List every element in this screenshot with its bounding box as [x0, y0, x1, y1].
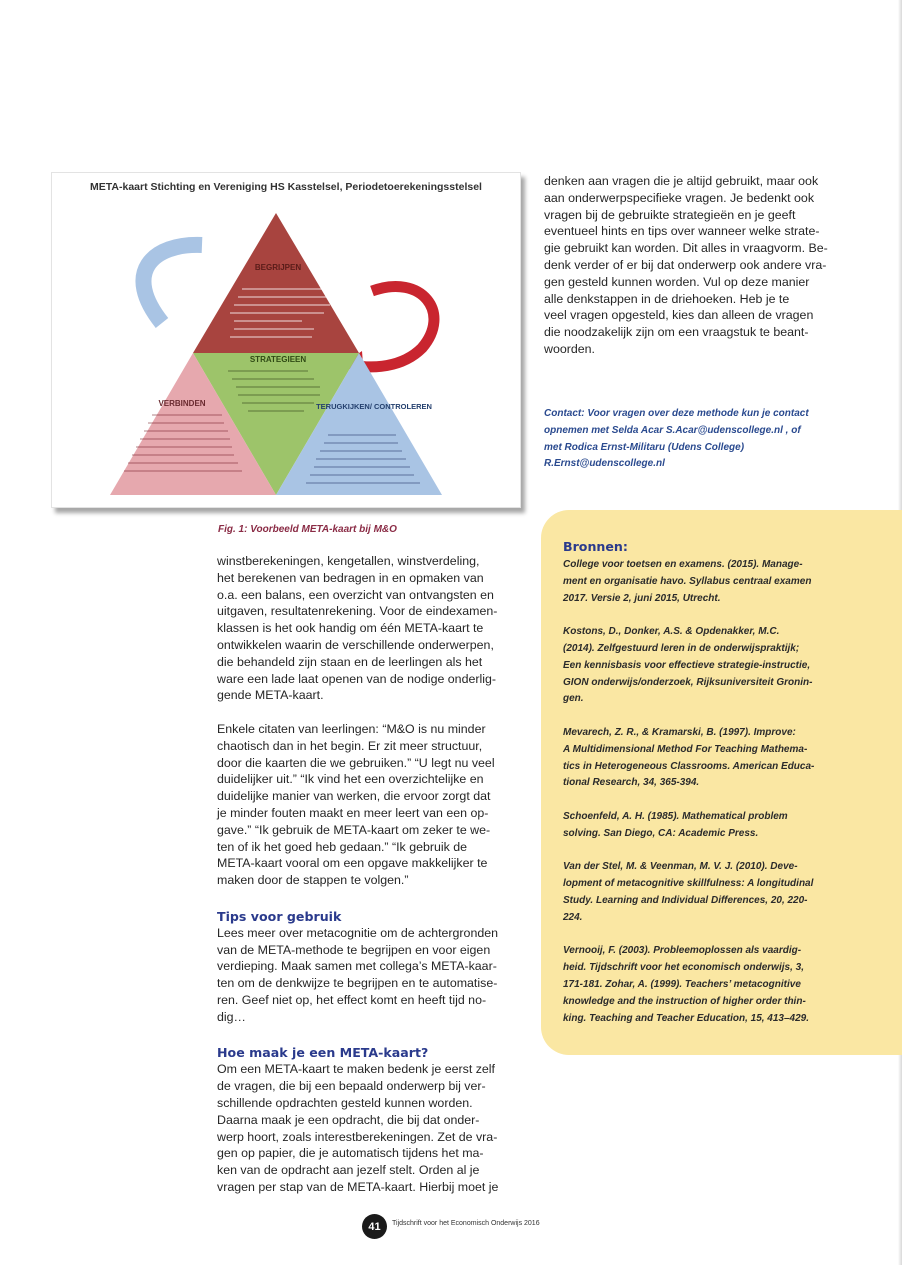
text-line: Enkele citaten van leerlingen: “M&O is nu minder	[217, 721, 486, 736]
contact-email-link[interactable]: R.Ernst@udenscollege.nl	[544, 458, 665, 470]
right-column	[544, 173, 854, 358]
text-line: uitgaven, resultatenrekening. Voor de eindexamen-	[217, 604, 498, 619]
page-number: 41	[362, 1214, 387, 1239]
reference-item: Kostons, D., Donker, A.S. & Opdenakker, M.C. (2014). Zelfgestuurd leren in de onderwijspraktijk; Een kennisbasis voor effectieve strategie-instructie, GION onderwijs/onderzoek, Rijksuniversiteit Gronin- gen.	[563, 626, 813, 705]
reference-item: Schoenfeld, A. H. (1985). Mathematical problem solving. San Diego, CA: Academic Press.	[563, 810, 788, 839]
text-line: verdieping. Maak samen met collega’s META-kaar-	[217, 959, 497, 974]
text-line: duidelijke manier van werken, die ervoor zorgt dat	[217, 789, 491, 804]
text-line: ware een lade laat openen van de nodige onderlig-	[217, 671, 497, 686]
figure-caption: Fig. 1: Voorbeeld META-kaart bij M&O	[218, 524, 397, 535]
paragraph	[544, 173, 854, 358]
paragraph	[217, 553, 521, 704]
meta-kaart-diagram	[52, 173, 520, 507]
diagram-title: META-kaart Stichting en Vereniging HS Kasstelsel, Periodetoerekeningsstelsel	[90, 181, 482, 193]
text-line: schillende opdrachten gesteld kunnen worden.	[217, 1095, 473, 1110]
sources-title: Bronnen:	[563, 539, 628, 554]
sources-box	[541, 510, 902, 1055]
text-line: ontwikkelen waarin de verschillende onderwerpen,	[217, 637, 494, 652]
contact-line: met Rodica Ernst-Militaru (Udens College)	[544, 441, 745, 453]
reference-item: Van der Stel, M. & Veenman, M. V. J. (2010). Deve- lopment of metacognitive skillfulness: A longitudinal Study. Learning and Individual Differences, 20, 220- 224.	[563, 861, 814, 923]
text-line: gave.” “Ik gebruik de META-kaart om zeker te we-	[217, 822, 491, 837]
contact-info	[544, 406, 854, 473]
text-line: ken van de opdracht aan jezelf stelt. Orden al je	[217, 1163, 480, 1178]
paragraph-how	[217, 1061, 521, 1195]
label-controleren: TERUGKIJKEN/ CONTROLEREN	[316, 402, 432, 411]
text-line: duidelijker uit.” “Ik vind het een overzichtelijke en	[217, 772, 484, 787]
paragraph-quotes	[217, 721, 521, 889]
text-line: Daarna maak je een opdracht, die bij dat onder-	[217, 1112, 480, 1127]
text-line: maken door de stappen te volgen.”	[217, 873, 409, 888]
text-line: chaotisch dan in het begin. Er zit meer structuur,	[217, 738, 483, 753]
reference-item: Mevarech, Z. R., & Kramarski, B. (1997). Improve: A Multidimensional Method For Teaching Mathema- tics in Heterogeneous Classrooms. American Educa- tional Research, 34, 365-394.	[563, 726, 815, 789]
text-line: Om een META-kaart te maken bedenk je eerst zelf	[217, 1062, 495, 1077]
text-line: klassen is het ook handig om één META-kaart te	[217, 621, 484, 636]
text-line: de vragen, die bij een bepaald onderwerp bij ver-	[217, 1079, 486, 1094]
text-line: vragen per stap van de META-kaart. Hierbij moet je	[217, 1179, 499, 1194]
text-line: o.a. een balans, een overzicht van ontvangsten en	[217, 587, 494, 602]
text-line: gende META-kaart.	[217, 688, 324, 703]
text-line: het berekenen van bedragen in en opmaken van	[217, 570, 484, 585]
text-line: van de META-methode te begrijpen en voor eigen	[217, 942, 491, 957]
text-line: eventueel hints en tips over wanneer welke strate-	[544, 224, 820, 239]
text-line: die noodzakelijk zijn om een vraagstuk te beant-	[544, 325, 809, 340]
label-verbinden: VERBINDEN	[158, 399, 206, 408]
text-line: werp hoort, zoals interestberekeningen. Zet de vra-	[217, 1129, 498, 1144]
left-column	[217, 553, 521, 1196]
text-line: ten of ik het goed heb gedaan.” “Ik gebruik de	[217, 839, 468, 854]
text-line: je minder fouten maakt en meer leert van een op-	[217, 805, 489, 820]
red-arrow	[352, 287, 434, 367]
text-line: dig…	[217, 1009, 246, 1024]
blue-arrow	[143, 245, 202, 323]
sources-list	[563, 557, 853, 1044]
label-strategieen: STRATEGIEEN	[249, 355, 307, 364]
triangle-begrijpen	[193, 213, 359, 353]
text-line: ren. Geef niet op, het effect komt en heeft tijd no-	[217, 992, 487, 1007]
text-line: Lees meer over metacognitie om de achtergronden	[217, 925, 499, 940]
text-line: woorden.	[544, 341, 595, 356]
text-line: ten om de denkwijze te begrijpen en te automatise-	[217, 976, 498, 991]
text-line: aan onderwerpspecifieke vragen. Je bedenkt ook	[544, 190, 815, 205]
journal-name: Tijdschrift voor het Economisch Onderwijs 2016	[392, 1220, 540, 1227]
text-line: denk verder of er bij dat onderwerp ook andere vra-	[544, 257, 827, 272]
text-line: alle denkstappen in de driehoeken. Heb je te	[544, 291, 790, 306]
text-line: die behandeld zijn staan en de leerlingen als het	[217, 654, 483, 669]
text-line: door die kaarten die we gebruiken.” “U legt nu veel	[217, 755, 495, 770]
text-line: gen gesteld kunnen worden. Vul op deze manier	[544, 274, 810, 289]
text-line: denken aan vragen die je altijd gebruikt, maar ook	[544, 174, 819, 188]
text-line: gie gebruikt kan worden. Dit alles in vraagvorm. Be-	[544, 241, 828, 256]
contact-line: Contact: Voor vragen over deze methode kun je contact	[544, 408, 809, 419]
label-begrijpen: BEGRIJPEN	[254, 263, 302, 272]
text-line: META-kaart vooral om een opgave makkelijker te	[217, 856, 488, 871]
reference-item: College voor toetsen en examens. (2015). Manage- ment en organisatie havo. Syllabus centraal examen 2017. Versie 2, juni 2015, Utrecht.	[563, 559, 812, 604]
text-line: veel vragen opgesteld, kies dan alleen de vragen	[544, 308, 814, 323]
reference-item: Vernooij, F. (2003). Probleemoplossen als vaardig- heid. Tijdschrift voor het economisch onderwijs, 3, 171-181. Zohar, A. (1999). Teachers’ metacognitive knowledge and the instruction of higher order thin- king. Teaching and Teacher Education, 15, 413–429.	[563, 945, 810, 1024]
meta-kaart-figure	[51, 172, 521, 508]
heading-how: Hoe maak je een META-kaart?	[217, 1045, 429, 1061]
contact-email-line[interactable]: opnemen met Selda Acar S.Acar@udenscollege.nl , of	[544, 424, 801, 436]
text-line: gen op papier, die je automatisch tijdens het ma-	[217, 1146, 484, 1161]
text-line: vragen bij de gebruikte strategieën en je geeft	[544, 207, 796, 222]
paragraph-tips	[217, 925, 521, 1026]
heading-tips: Tips voor gebruik	[217, 908, 342, 924]
text-line: winstberekeningen, kengetallen, winstverdeling,	[217, 554, 480, 568]
